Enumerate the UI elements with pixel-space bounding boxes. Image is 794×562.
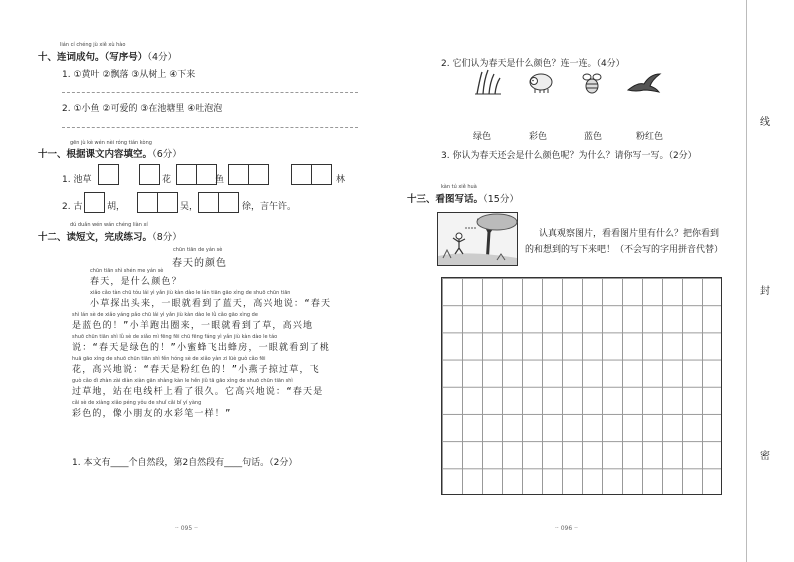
binding-margin [746, 0, 794, 562]
passage-line-pinyin: shuō chūn tiān shì lǜ sè de xiǎo mì fēng fēi chū fēng fáng yì yǎn jiù kàn dào le táo [72, 334, 278, 340]
binding-char-feng: 封 [760, 286, 770, 297]
passage-line-pinyin: cǎi sè de xiàng xiǎo péng yǒu de shuǐ cǎi bǐ yí yàng [72, 400, 202, 406]
s12-pinyin: dú duǎn wén wán chéng liàn xí [70, 222, 148, 228]
answer-line[interactable] [62, 127, 358, 128]
q3-text: 3. 你认为春天还会是什么颜色呢？为什么？请你写一写。（2分） [441, 151, 697, 161]
fill-box[interactable] [176, 164, 197, 185]
fill-box[interactable] [311, 164, 332, 185]
passage-line-pinyin: chūn tiān shì shén me yán sè [90, 268, 164, 274]
s11-pinyin: gēn jù kè wén nèi róng tián kòng [70, 140, 152, 146]
s13-heading-text: 十三、看图写话。 [407, 194, 484, 205]
fill-box[interactable] [218, 192, 239, 213]
s10-heading [38, 49, 177, 63]
sheep-icon [527, 70, 555, 94]
passage-line-pinyin: huā gāo xìng de shuō chūn tiān shì fěn hóng sè de xiǎo yàn zi lüè guò cǎo fēi [72, 356, 266, 362]
scene-picture [437, 212, 518, 266]
fill-box[interactable] [198, 192, 219, 213]
s10-pinyin: lián cí chéng jù xiě xù hào [60, 42, 126, 48]
color-option-3[interactable]: 粉红色 [636, 132, 664, 142]
q2-text: 2. 它们认为春天是什么颜色？连一连。（4分） [441, 59, 625, 69]
s11-r1d: 林 [336, 175, 346, 185]
s13-prompt2: 的和想到的写下来吧！（不会写的字用拼音代替） [525, 245, 724, 255]
passage-line-pinyin: guò cǎo dì zhàn zài diàn xiàn gān shàng kàn le hěn jiǔ tā gāo xìng de shuō chūn tiān shì [72, 378, 293, 384]
fill-box[interactable] [84, 192, 105, 213]
passage-line: 彩色的，像小朋友的水彩笔一样！” [72, 409, 232, 419]
swallow-icon [626, 72, 662, 94]
fill-box[interactable] [137, 192, 158, 213]
s11-points: （6分） [152, 149, 182, 160]
fill-box[interactable] [228, 164, 249, 185]
s11-r1c: 鱼 [215, 175, 225, 185]
s12-heading-text: 十二、读短文，完成练习。 [38, 232, 153, 243]
s12-title-pinyin: chūn tiān de yán sè [173, 247, 223, 253]
color-option-1[interactable]: 彩色 [529, 132, 548, 142]
page-number-left-value: 095 [180, 525, 193, 532]
answer-line[interactable] [62, 92, 358, 93]
s10-points: （4分） [147, 52, 178, 63]
s11-r2c: 吴， [180, 202, 199, 212]
fill-box[interactable] [157, 192, 178, 213]
page-number-right-value: 096 [560, 525, 573, 532]
s13-points: （15分） [483, 194, 519, 205]
fill-box[interactable] [291, 164, 312, 185]
bee-icon [581, 71, 603, 95]
s11-r2b: 胡， [107, 202, 126, 212]
passage-line: 小草探出头来，一眼就看到了蓝天，高兴地说：“春天 [90, 299, 332, 309]
s13-pinyin: kàn tú xiě huà [441, 184, 477, 190]
writing-grid[interactable] [441, 277, 722, 495]
s12-points: （8分） [152, 232, 182, 243]
fill-box[interactable] [196, 164, 217, 185]
grass-icon [474, 68, 502, 96]
s11-r1a: 1. 池草 [62, 175, 92, 185]
passage-title: 春天的颜色 [172, 258, 227, 269]
passage-line: 是蓝色的！”小羊跑出圈来，一眼就看到了草，高兴地 [72, 321, 314, 331]
passage-line-pinyin: xiǎo cǎo tàn chū tóu lái yì yǎn jiù kàn dào le lán tiān gāo xìng de shuō chūn tiān [90, 290, 291, 296]
binding-char-xian: 线 [760, 117, 770, 128]
passage-line: 过草地，站在电线杆上看了很久。它高兴地说：“春天是 [72, 387, 324, 397]
passage-line: 春天，是什么颜色？ [90, 277, 182, 287]
s11-heading [38, 146, 182, 160]
s13-prompt1: 认真观察图片，看看图片里有什么？把你看到 [539, 229, 720, 239]
s12-q1: 1. 本文有____个自然段，第2自然段有____句话。（2分） [72, 458, 298, 468]
color-option-2[interactable]: 蓝色 [584, 132, 603, 142]
fill-box[interactable] [248, 164, 269, 185]
passage-line: 说：“春天是绿色的！”小蜜蜂飞出蜂房，一眼就看到了桃 [72, 343, 331, 353]
page-number-left: ·· 095 ·· [175, 525, 198, 532]
s12-heading [38, 229, 182, 243]
s11-r1b: 花 [162, 175, 172, 185]
s11-heading-text: 十一、根据课文内容填空。 [38, 149, 153, 160]
fill-box[interactable] [98, 164, 119, 185]
passage-line-pinyin: shì lán sè de xiǎo yáng pǎo chū lái yì yǎn jiù kàn dào le lǜ cǎo gāo xìng de [72, 312, 258, 318]
s10-line2: 2. ①小鱼 ②可爱的 ③在池塘里 ④吐泡泡 [62, 104, 223, 114]
page-number-right: ·· 096 ·· [555, 525, 578, 532]
fill-box[interactable] [139, 164, 160, 185]
s10-heading-text: 十、连词成句。（写序号） [38, 52, 148, 63]
color-option-0[interactable]: 绿色 [473, 132, 492, 142]
s11-r2d: 徐，言午许。 [242, 202, 297, 212]
s10-line1: 1. ①黄叶 ②飘落 ③从树上 ④下来 [62, 70, 196, 80]
s11-r2a: 2. 古 [62, 202, 83, 212]
s13-heading [407, 191, 519, 205]
passage-line: 花，高兴地说：“春天是粉红色的！”小燕子掠过草，飞 [72, 365, 320, 375]
binding-char-mi: 密 [760, 451, 770, 462]
